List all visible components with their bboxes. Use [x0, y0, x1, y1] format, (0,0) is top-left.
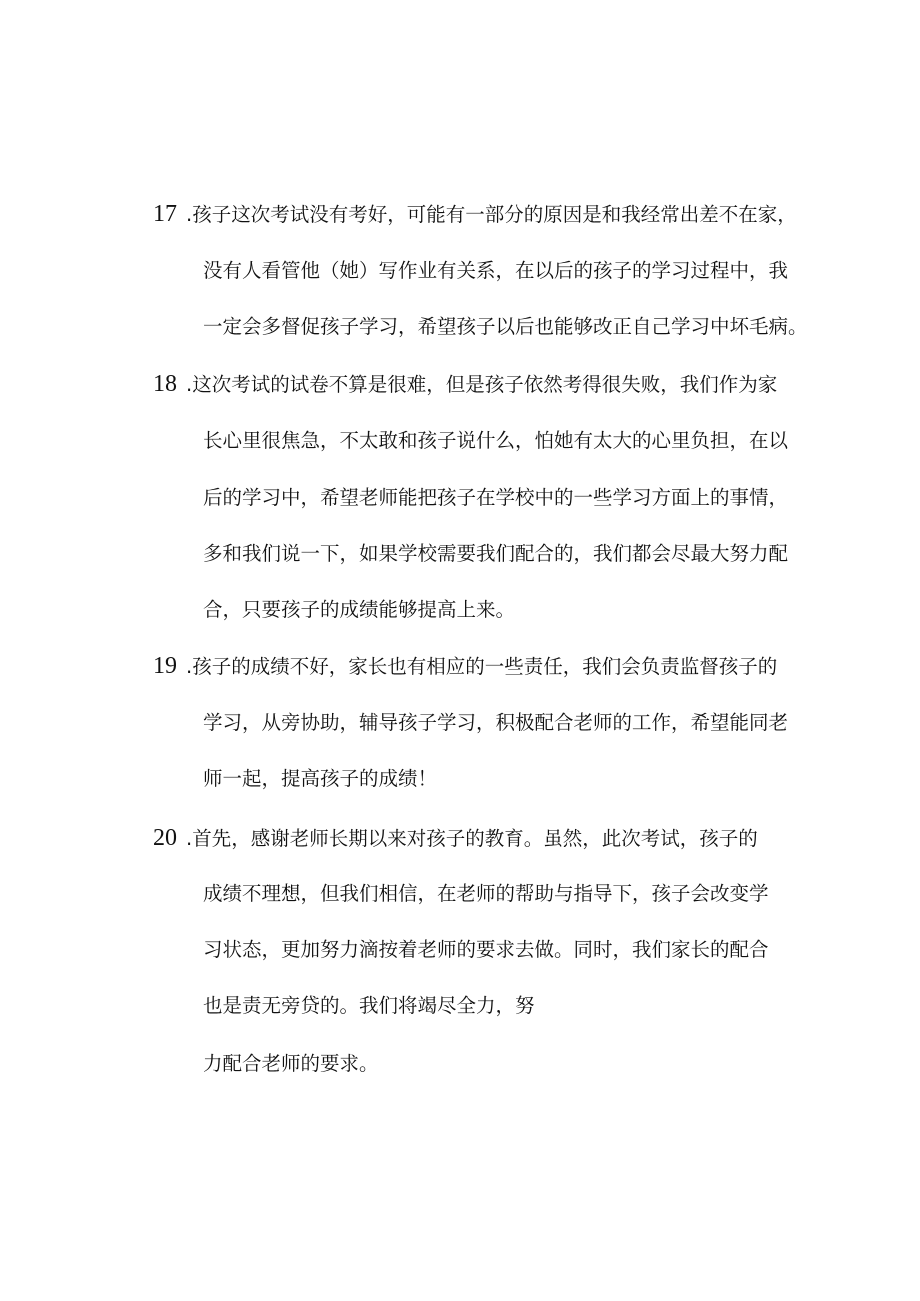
item-text-line: 合，只要孩子的成绩能够提高上来。 [203, 598, 516, 621]
item-number: 18 [153, 371, 177, 397]
item-text-line: .首先，感谢老师长期以来对孩子的教育。虽然，此次考试，孩子的 [186, 827, 758, 850]
item-text-line: 没有人看管他（她）写作业有关系，在以后的孩子的学习过程中，我 [203, 259, 789, 282]
item-text-line: .孩子的成绩不好，家长也有相应的一些责任，我们会负责监督孩子的 [186, 655, 778, 678]
item-text-line: .孩子这次考试没有考好，可能有一部分的原因是和我经常出差不在家， [186, 203, 797, 226]
item-text-line: .这次考试的试卷不算是很难，但是孩子依然考得很失败，我们作为家 [186, 373, 778, 396]
item-text-line: 习状态，更加努力滴按着老师的要求去做。同时，我们家长的配合 [203, 938, 769, 961]
item-text-line: 多和我们说一下，如果学校需要我们配合的，我们都会尽最大努力配 [203, 542, 789, 565]
item-text-line: 后的学习中，希望老师能把孩子在学校中的一些学习方面上的事情， [203, 486, 789, 509]
item-number: 19 [153, 653, 177, 679]
item-text-line: 师一起，提高孩子的成绩！ [203, 767, 438, 790]
item-text-line: 也是责无旁贷的。我们将竭尽全力，努 [203, 994, 535, 1017]
item-text-line: 学习，从旁协助，辅导孩子学习，积极配合老师的工作，希望能同老 [203, 711, 789, 734]
item-text-line: 成绩不理想，但我们相信，在老师的帮助与指导下，孩子会改变学 [203, 882, 769, 905]
item-text-line: 长心里很焦急，不太敢和孩子说什么，怕她有太大的心里负担，在以 [203, 429, 789, 452]
item-text-line: 一定会多督促孩子学习，希望孩子以后也能够改正自己学习中坏毛病。 [203, 315, 808, 338]
item-number: 17 [153, 201, 177, 227]
item-text-line: 力配合老师的要求。 [203, 1052, 379, 1075]
item-number: 20 [153, 825, 177, 851]
